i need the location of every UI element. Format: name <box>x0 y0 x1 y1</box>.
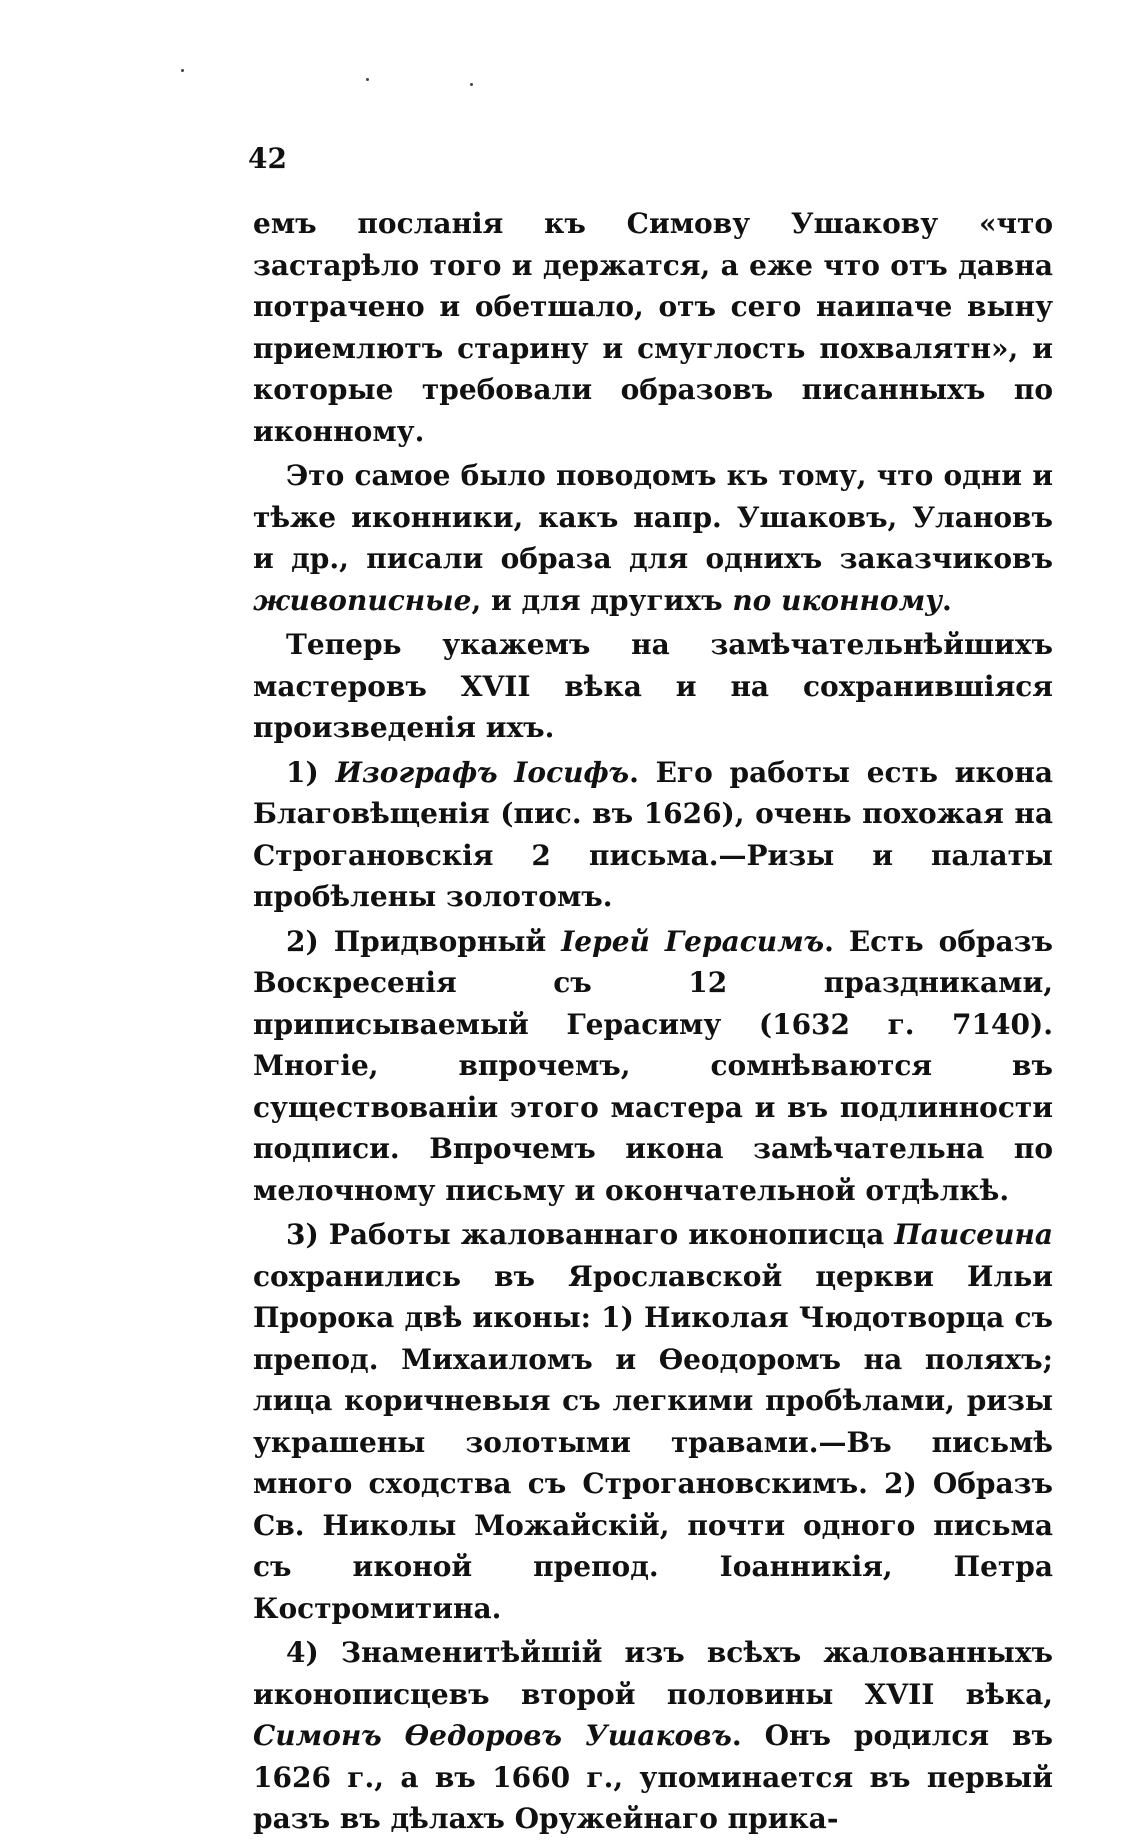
text-run: Теперь укажемъ на замѣчательнѣйшихъ мастеровъ XVII вѣка и на сохранившіяся произведенія ихъ. <box>253 628 1053 744</box>
italic-text: Симонъ Ѳедоровъ Ушаковъ <box>253 1719 732 1752</box>
scan-speck <box>366 78 369 81</box>
paragraph-item-3 <box>253 1214 1053 1629</box>
page-number: 42 <box>248 142 287 175</box>
text-run: . Его работы есть икона Благовѣщенія (пис. въ 1626), очень похожая на Строгановскія 2 письма.—Ризы и палаты пробѣлены золотомъ. <box>253 755 1053 913</box>
text-run: . Есть образъ Воскресенія съ 12 праздниками, приписываемый Герасиму (1632 г. 7140). Многіе, впрочемъ, сомнѣваются въ существованіи этого мастера и въ подлинности подписи. Впрочемъ икона замѣчательна по мелочному письму и окончательной отдѣлкѣ. <box>253 924 1053 1207</box>
text-run: 2) Придворный <box>286 924 562 958</box>
text-run: 1) <box>286 755 336 789</box>
text-run: . <box>941 583 952 617</box>
scan-speck <box>181 69 184 72</box>
text-run: 4) Знаменитѣйшій изъ всѣхъ жалованныхъ иконописцевъ второй половины XVII вѣка, <box>253 1636 1053 1711</box>
text-run: . Онъ родился въ 1626 г., а въ 1660 г., упоминается въ первый разъ въ дѣлахъ Оружейнаго прика- <box>253 1719 1053 1835</box>
italic-text: Изографъ Іосифъ <box>335 755 630 789</box>
paragraph-item-1 <box>253 752 1053 918</box>
body-text <box>253 203 1053 1843</box>
italic-text: Паисеина <box>894 1218 1053 1251</box>
italic-text: по иконному <box>732 583 942 617</box>
italic-text: Іерей Герасимъ <box>561 924 825 958</box>
scan-speck <box>470 83 473 86</box>
italic-text: живописные <box>253 583 472 617</box>
text-run: сохранились въ Ярославской церкви Ильи Пророка двѣ иконы: 1) Николая Чюдотворца съ препод. Михаиломъ и Ѳеодоромъ на поляхъ; лица коричневыя съ легкими пробѣлами, ризы украшены золотыми травами.—Въ письмѣ много сходства съ Строгановскимъ. 2) Образъ Св. Николы Можайскій, почти одного письма съ иконой препод. Іоанникія, Петра Костромитина. <box>253 1259 1053 1625</box>
text-run: , и для другихъ <box>471 583 733 617</box>
paragraph-masters-intro <box>253 624 1053 749</box>
text-run: емъ посланія къ Симову Ушакову «что застарѣло того и держатся, а еже что отъ давна потрачено и обетшало, отъ сего наипаче выну приемлютъ старину и смуглость похвалятн», и которые требовали образовъ писанныхъ по иконному. <box>253 207 1053 448</box>
paragraph-continuation <box>253 203 1053 452</box>
text-run: Это самое было поводомъ къ тому, что одни и тѣже иконники, какъ напр. Ушаковъ, Улановъ и др., писали образа для однихъ заказчиковъ <box>253 459 1053 575</box>
paragraph-item-4 <box>253 1632 1053 1840</box>
text-run: 3) Работы жалованнаго иконописца <box>286 1218 895 1251</box>
paragraph-item-2 <box>253 921 1053 1212</box>
paragraph-icon-painters <box>253 455 1053 621</box>
